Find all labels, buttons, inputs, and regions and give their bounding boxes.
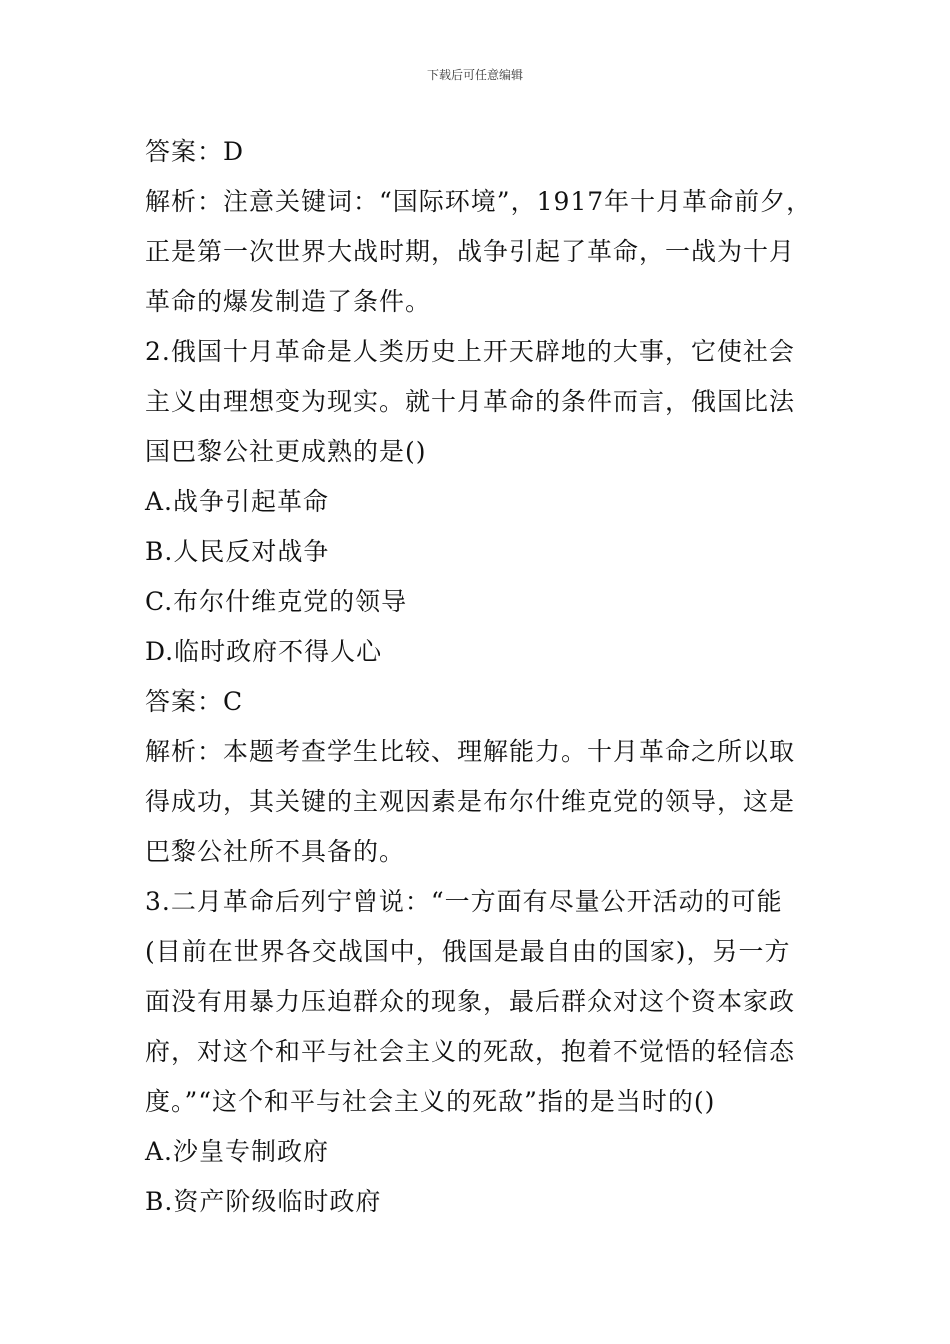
explanation-line: 解析：注意关键词：“国际环境”，1917年十月革命前夕， (145, 187, 813, 216)
option-line: A.沙皇专制政府 (145, 1137, 330, 1166)
question-line: (目前在世界各交战国中，俄国是最自由的国家)，另一方 (145, 937, 791, 966)
explanation-line: 得成功，其关键的主观因素是布尔什维克党的领导，这是 (145, 787, 796, 816)
question-line: 面没有用暴力压迫群众的现象，最后群众对这个资本家政 (145, 987, 796, 1016)
explanation-line: 巴黎公社所不具备的。 (145, 837, 406, 866)
option-line: B.资产阶级临时政府 (145, 1187, 382, 1216)
explanation-line: 正是第一次世界大战时期，战争引起了革命，一战为十月 (145, 237, 796, 266)
answer-line: 答案：D (145, 137, 245, 166)
option-line: D.临时政府不得人心 (145, 637, 383, 666)
option-line: C.布尔什维克党的领导 (145, 587, 408, 616)
question-line: 2.俄国十月革命是人类历史上开天辟地的大事，它使社会 (145, 337, 795, 366)
option-line: B.人民反对战争 (145, 537, 330, 566)
question-line: 府，对这个和平与社会主义的死敌，抱着不觉悟的轻信态 (145, 1037, 796, 1066)
explanation-line: 革命的爆发制造了条件。 (145, 287, 432, 316)
question-line: 度。”“这个和平与社会主义的死敌”指的是当时的() (145, 1087, 716, 1116)
document-body (145, 127, 825, 1227)
answer-line: 答案：C (145, 687, 244, 716)
question-line: 3.二月革命后列宁曾说：“一方面有尽量公开活动的可能 (145, 887, 783, 916)
page-header: 下载后可任意编辑 (426, 68, 523, 82)
question-line: 国巴黎公社更成熟的是() (145, 437, 427, 466)
option-line: A.战争引起革命 (145, 487, 330, 516)
explanation-line: 解析：本题考查学生比较、理解能力。十月革命之所以取 (145, 737, 796, 766)
question-line: 主义由理想变为现实。就十月革命的条件而言，俄国比法 (145, 387, 796, 416)
